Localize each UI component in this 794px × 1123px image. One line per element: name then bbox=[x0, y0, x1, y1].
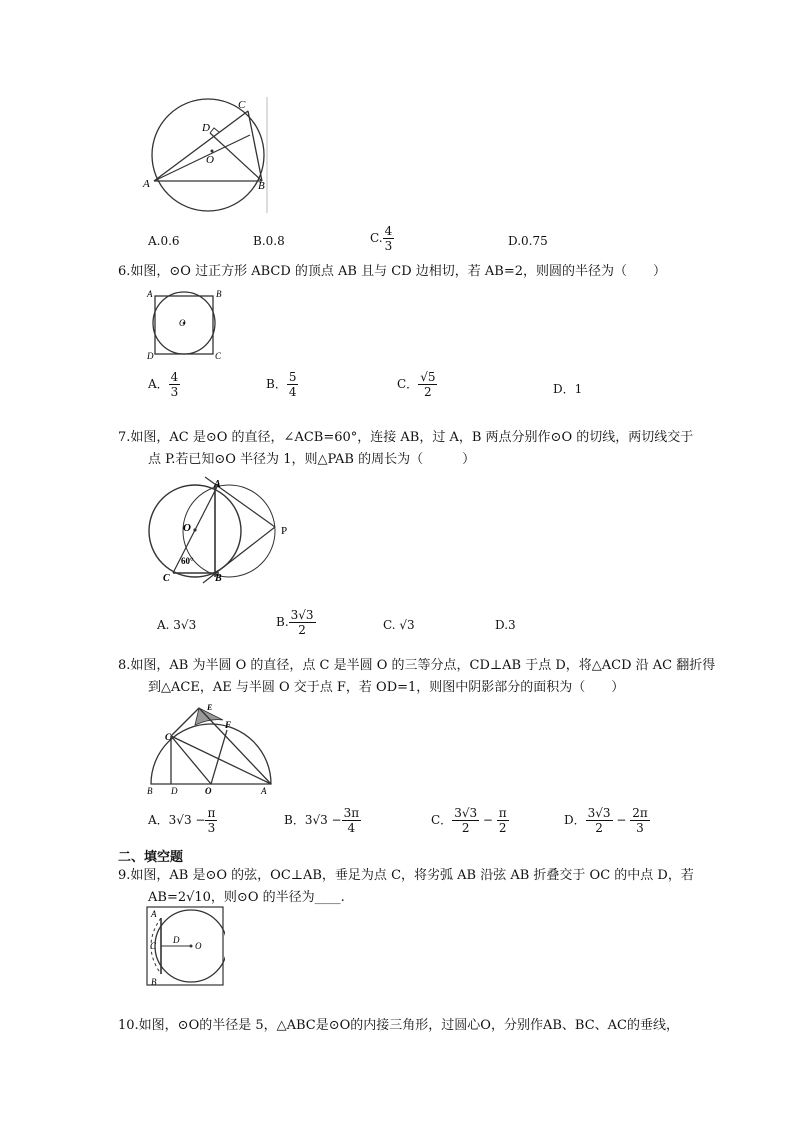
q8-option-c-n2: π bbox=[498, 806, 507, 820]
q5-option-c bbox=[370, 224, 394, 253]
q7-label-P: P bbox=[281, 525, 288, 537]
q8-option-c-prefix: C． bbox=[431, 813, 453, 827]
q6-option-b-den: 4 bbox=[288, 385, 297, 399]
q8-text-line2: 到△ACE，AE 与半圆 O 交于点 F，若 OD=1，则图中阴影部分的面积为（ ） bbox=[148, 680, 625, 695]
q6-option-a-prefix: A． bbox=[148, 377, 169, 391]
q10-text: 10.如图，⊙O的半径是 5，△ABC是⊙O的内接三角形，过圆心O，分别作AB、BC、AC的垂线， bbox=[118, 1018, 679, 1033]
q8-label-D: D bbox=[171, 786, 178, 796]
q6-label-A: A bbox=[147, 289, 153, 299]
q8-option-c-d2: 2 bbox=[498, 821, 507, 835]
q8-option-d: D． $\frac{3√3}{2}$ − $\frac{2\pi}{3}$ bbox=[564, 806, 648, 835]
q7-option-b-den: 2 bbox=[298, 623, 306, 637]
q6-option-c-prefix: C． bbox=[397, 377, 419, 391]
q8-option-d-prefix: D． bbox=[564, 813, 586, 827]
q8-option-c-n1: 3√3 bbox=[454, 806, 478, 820]
q8-option-d-n1: 3√3 bbox=[587, 806, 611, 820]
q8-option-d-d1: 2 bbox=[595, 821, 603, 835]
q7-option-c: C. √3 bbox=[383, 618, 415, 632]
q5-option-d: D.0.75 bbox=[508, 234, 548, 248]
q5-figure bbox=[140, 95, 275, 215]
q8-option-a-prefix: A．3√3 − bbox=[148, 813, 206, 827]
q6-text: 6.如图，⊙O 过正方形 ABCD 的顶点 AB 且与 CD 边相切，若 AB=2，则圆的半径为（ ） bbox=[118, 264, 666, 279]
section-title-fill-in: 二、填空题 bbox=[118, 850, 184, 865]
q8-label-F: F bbox=[225, 720, 232, 730]
q7-option-b-num: 3√3 bbox=[290, 608, 314, 622]
q6-figure bbox=[143, 286, 228, 361]
q9-label-A: A bbox=[151, 909, 157, 919]
q7-option-a: A. 3√3 bbox=[157, 618, 197, 632]
q7-option-b bbox=[276, 608, 316, 637]
q8-option-b bbox=[284, 806, 361, 835]
q6-label-C: C bbox=[215, 351, 222, 361]
q8-text-line1: 8.如图，AB 为半圆 O 的直径，点 C 是半圆 O 的三等分点，CD⊥AB 于点 D，将△ACD 沿 AC 翻折得 bbox=[118, 658, 716, 673]
q8-label-C: C bbox=[165, 732, 172, 742]
q8-option-a-num: π bbox=[207, 806, 216, 820]
q8-label-A: A bbox=[261, 786, 267, 796]
q8-label-B: B bbox=[147, 786, 153, 796]
q7-option-b-prefix: B. bbox=[276, 615, 289, 629]
q6-option-c-den: 2 bbox=[424, 385, 432, 399]
q9-label-D: D bbox=[173, 935, 180, 945]
q8-option-b-den: 4 bbox=[347, 821, 356, 835]
q5-option-c-prefix: C. bbox=[370, 231, 383, 245]
q6-label-D: D bbox=[147, 351, 154, 361]
q9-text-line1: 9.如图，AB 是⊙O 的弦，OC⊥AB，垂足为点 C，将劣弧 AB 沿弦 AB 折叠交于 OC 的中点 D，若 bbox=[118, 868, 694, 883]
q9-text-line2: AB=2√10，则⊙O 的半径为____. bbox=[148, 890, 345, 905]
q7-text-line1: 7.如图，AC 是⊙O 的直径，∠ACB=60°，连接 AB，过 A，B 两点分别作⊙O 的切线，两切线交于 bbox=[118, 430, 694, 445]
q6-option-d: D．1 bbox=[553, 382, 583, 396]
q8-option-a bbox=[148, 806, 217, 835]
q8-option-b-num: 3π bbox=[343, 806, 360, 820]
q7-text-line2: 点 P.若已知⊙O 半径为 1，则△PAB 的周长为（ ） bbox=[148, 452, 476, 467]
q7-label-B: B bbox=[215, 573, 222, 584]
q7-figure bbox=[143, 475, 303, 587]
q9-label-C: C bbox=[150, 941, 157, 951]
q7-label-A: A bbox=[214, 479, 221, 490]
q6-label-B: B bbox=[216, 289, 222, 299]
q8-option-d-d2: 3 bbox=[636, 821, 644, 835]
q5-label-C: C bbox=[238, 99, 246, 111]
q7-option-d: D.3 bbox=[495, 618, 516, 632]
q5-label-D: D bbox=[202, 122, 210, 134]
q6-option-b bbox=[266, 370, 298, 399]
q9-label-B: B bbox=[151, 977, 157, 987]
q8-option-d-n2: 2π bbox=[632, 806, 648, 820]
q8-option-c: C． $\frac{3√3}{2}$ − $\frac{\pi}{2}$ bbox=[431, 806, 507, 835]
q5-option-c-den: 3 bbox=[384, 239, 393, 253]
q5-option-c-num: 4 bbox=[384, 224, 393, 238]
q7-label-C: C bbox=[163, 573, 170, 584]
q6-option-b-prefix: B． bbox=[266, 377, 287, 391]
q5-label-A: A bbox=[143, 178, 150, 190]
q9-label-O: O bbox=[195, 941, 202, 951]
q8-label-O: O bbox=[205, 786, 212, 796]
q5-label-O: O bbox=[206, 154, 214, 166]
q8-option-a-den: 3 bbox=[207, 821, 216, 835]
q7-label-O: O bbox=[183, 522, 191, 534]
q9-figure bbox=[143, 906, 225, 988]
q6-option-a-num: 4 bbox=[170, 370, 179, 384]
q6-option-a-den: 3 bbox=[170, 385, 179, 399]
q6-option-b-num: 5 bbox=[288, 370, 297, 384]
q6-option-c-num: √5 bbox=[420, 370, 436, 384]
q6-option-c bbox=[397, 370, 437, 399]
q6-label-O: O bbox=[179, 318, 186, 328]
q5-option-b: B.0.8 bbox=[253, 234, 285, 248]
q8-option-c-d1: 2 bbox=[461, 821, 470, 835]
q6-option-a bbox=[148, 370, 180, 399]
q7-label-angle: 60° bbox=[181, 556, 194, 566]
q5-option-a: A.0.6 bbox=[148, 234, 180, 248]
q5-label-B: B bbox=[258, 180, 265, 192]
q8-label-E: E bbox=[207, 703, 213, 712]
q8-figure bbox=[143, 700, 275, 798]
q8-option-b-prefix: B．3√3 − bbox=[284, 813, 342, 827]
